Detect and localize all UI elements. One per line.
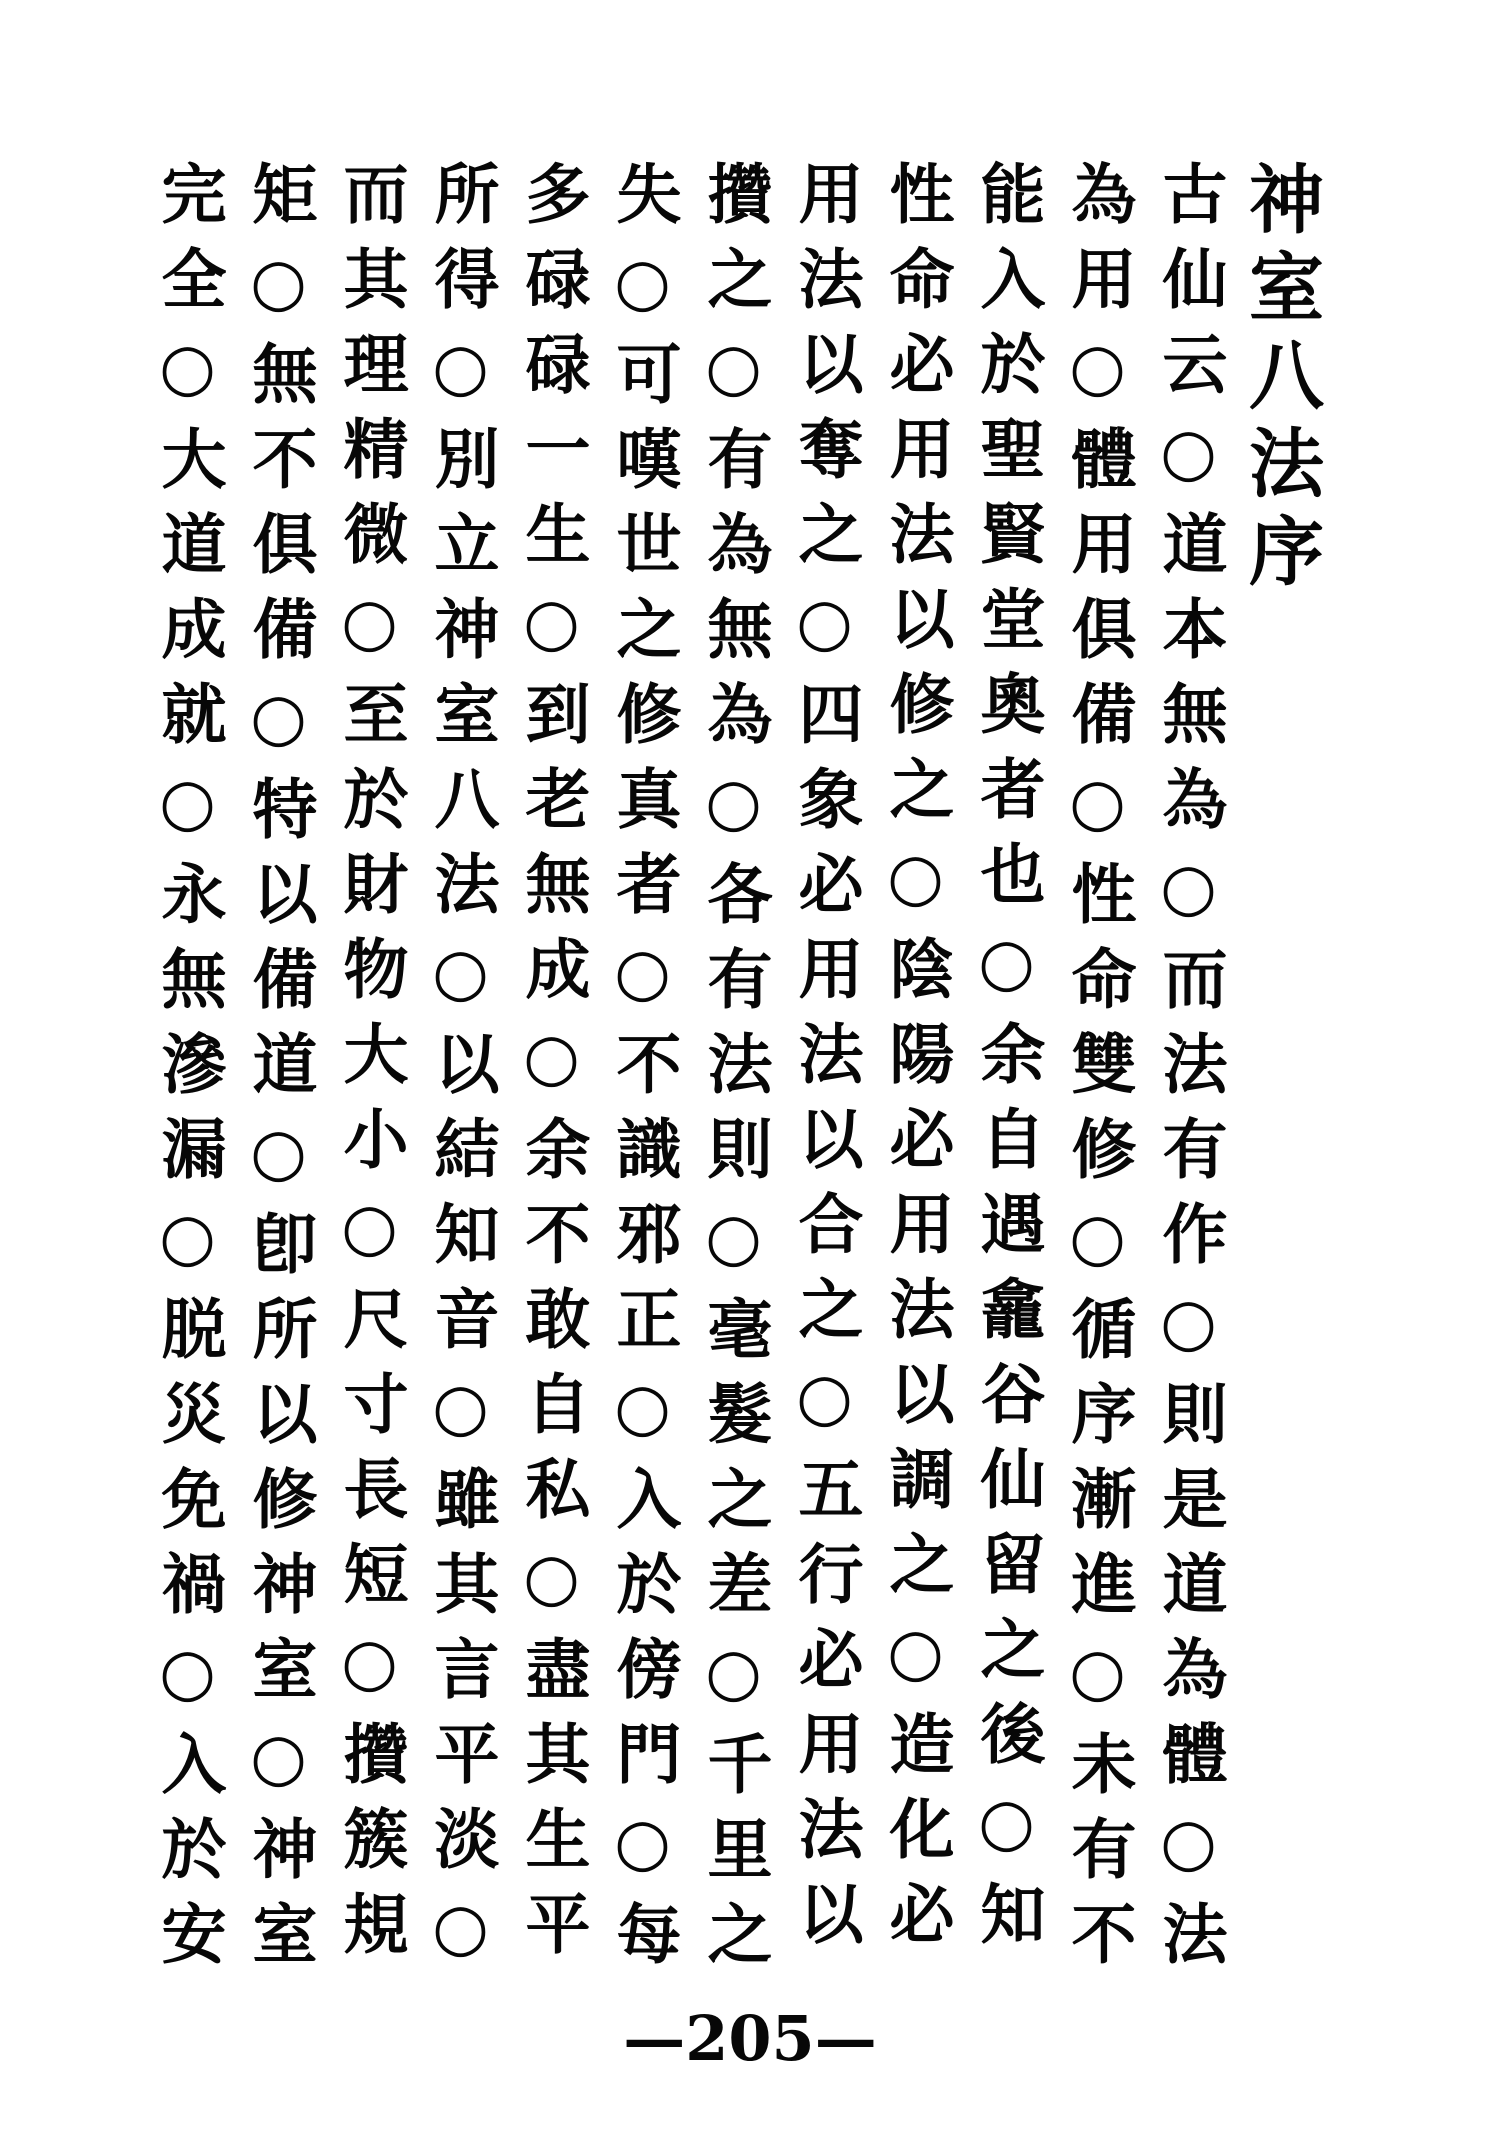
- text-column-1: 古仙云○道本無為○而法有作○則是道為體○法: [1151, 160, 1226, 1985]
- text-column-4: 性命必用法以修之○陰陽必用法以調之○造化必: [878, 160, 953, 1965]
- text-column-9: 所得○別立神室八法○以結知音○雖其言平淡○: [423, 160, 498, 1985]
- text-column-5: 用法以奪之○四象必用法以合之○五行必用法以: [787, 160, 862, 1965]
- text-column-6: 攢之○有為無為○各有法則○毫髮之差○千里之: [696, 160, 771, 1985]
- text-column-11: 矩○無不俱備○特以備道○卽所以修神室○神室: [241, 160, 316, 1985]
- text-column-10: 而其理精微○至於財物大小○尺寸長短○攢簇規: [332, 160, 407, 1975]
- page-number: —205—: [623, 2002, 877, 2075]
- text-column-2: 為用○體用俱備○性命雙修○循序漸進○未有不: [1060, 160, 1135, 1985]
- text-column-7: 失○可嘆世之修真者○不識邪正○入於傍門○每: [605, 160, 680, 1985]
- text-column-3: 能入於聖賢堂奧者也○余自遇龕谷仙留之後○知: [969, 160, 1044, 1965]
- text-column-12: 完全○大道成就○永無滲漏○脱災免禍○入於安: [150, 160, 225, 1985]
- title-column: 神室八法序: [1237, 160, 1325, 600]
- text-column-8: 多碌碌一生○到老無成○余不敢自私○盡其生平: [514, 160, 589, 1975]
- vertical-text-block: [142, 160, 1328, 1990]
